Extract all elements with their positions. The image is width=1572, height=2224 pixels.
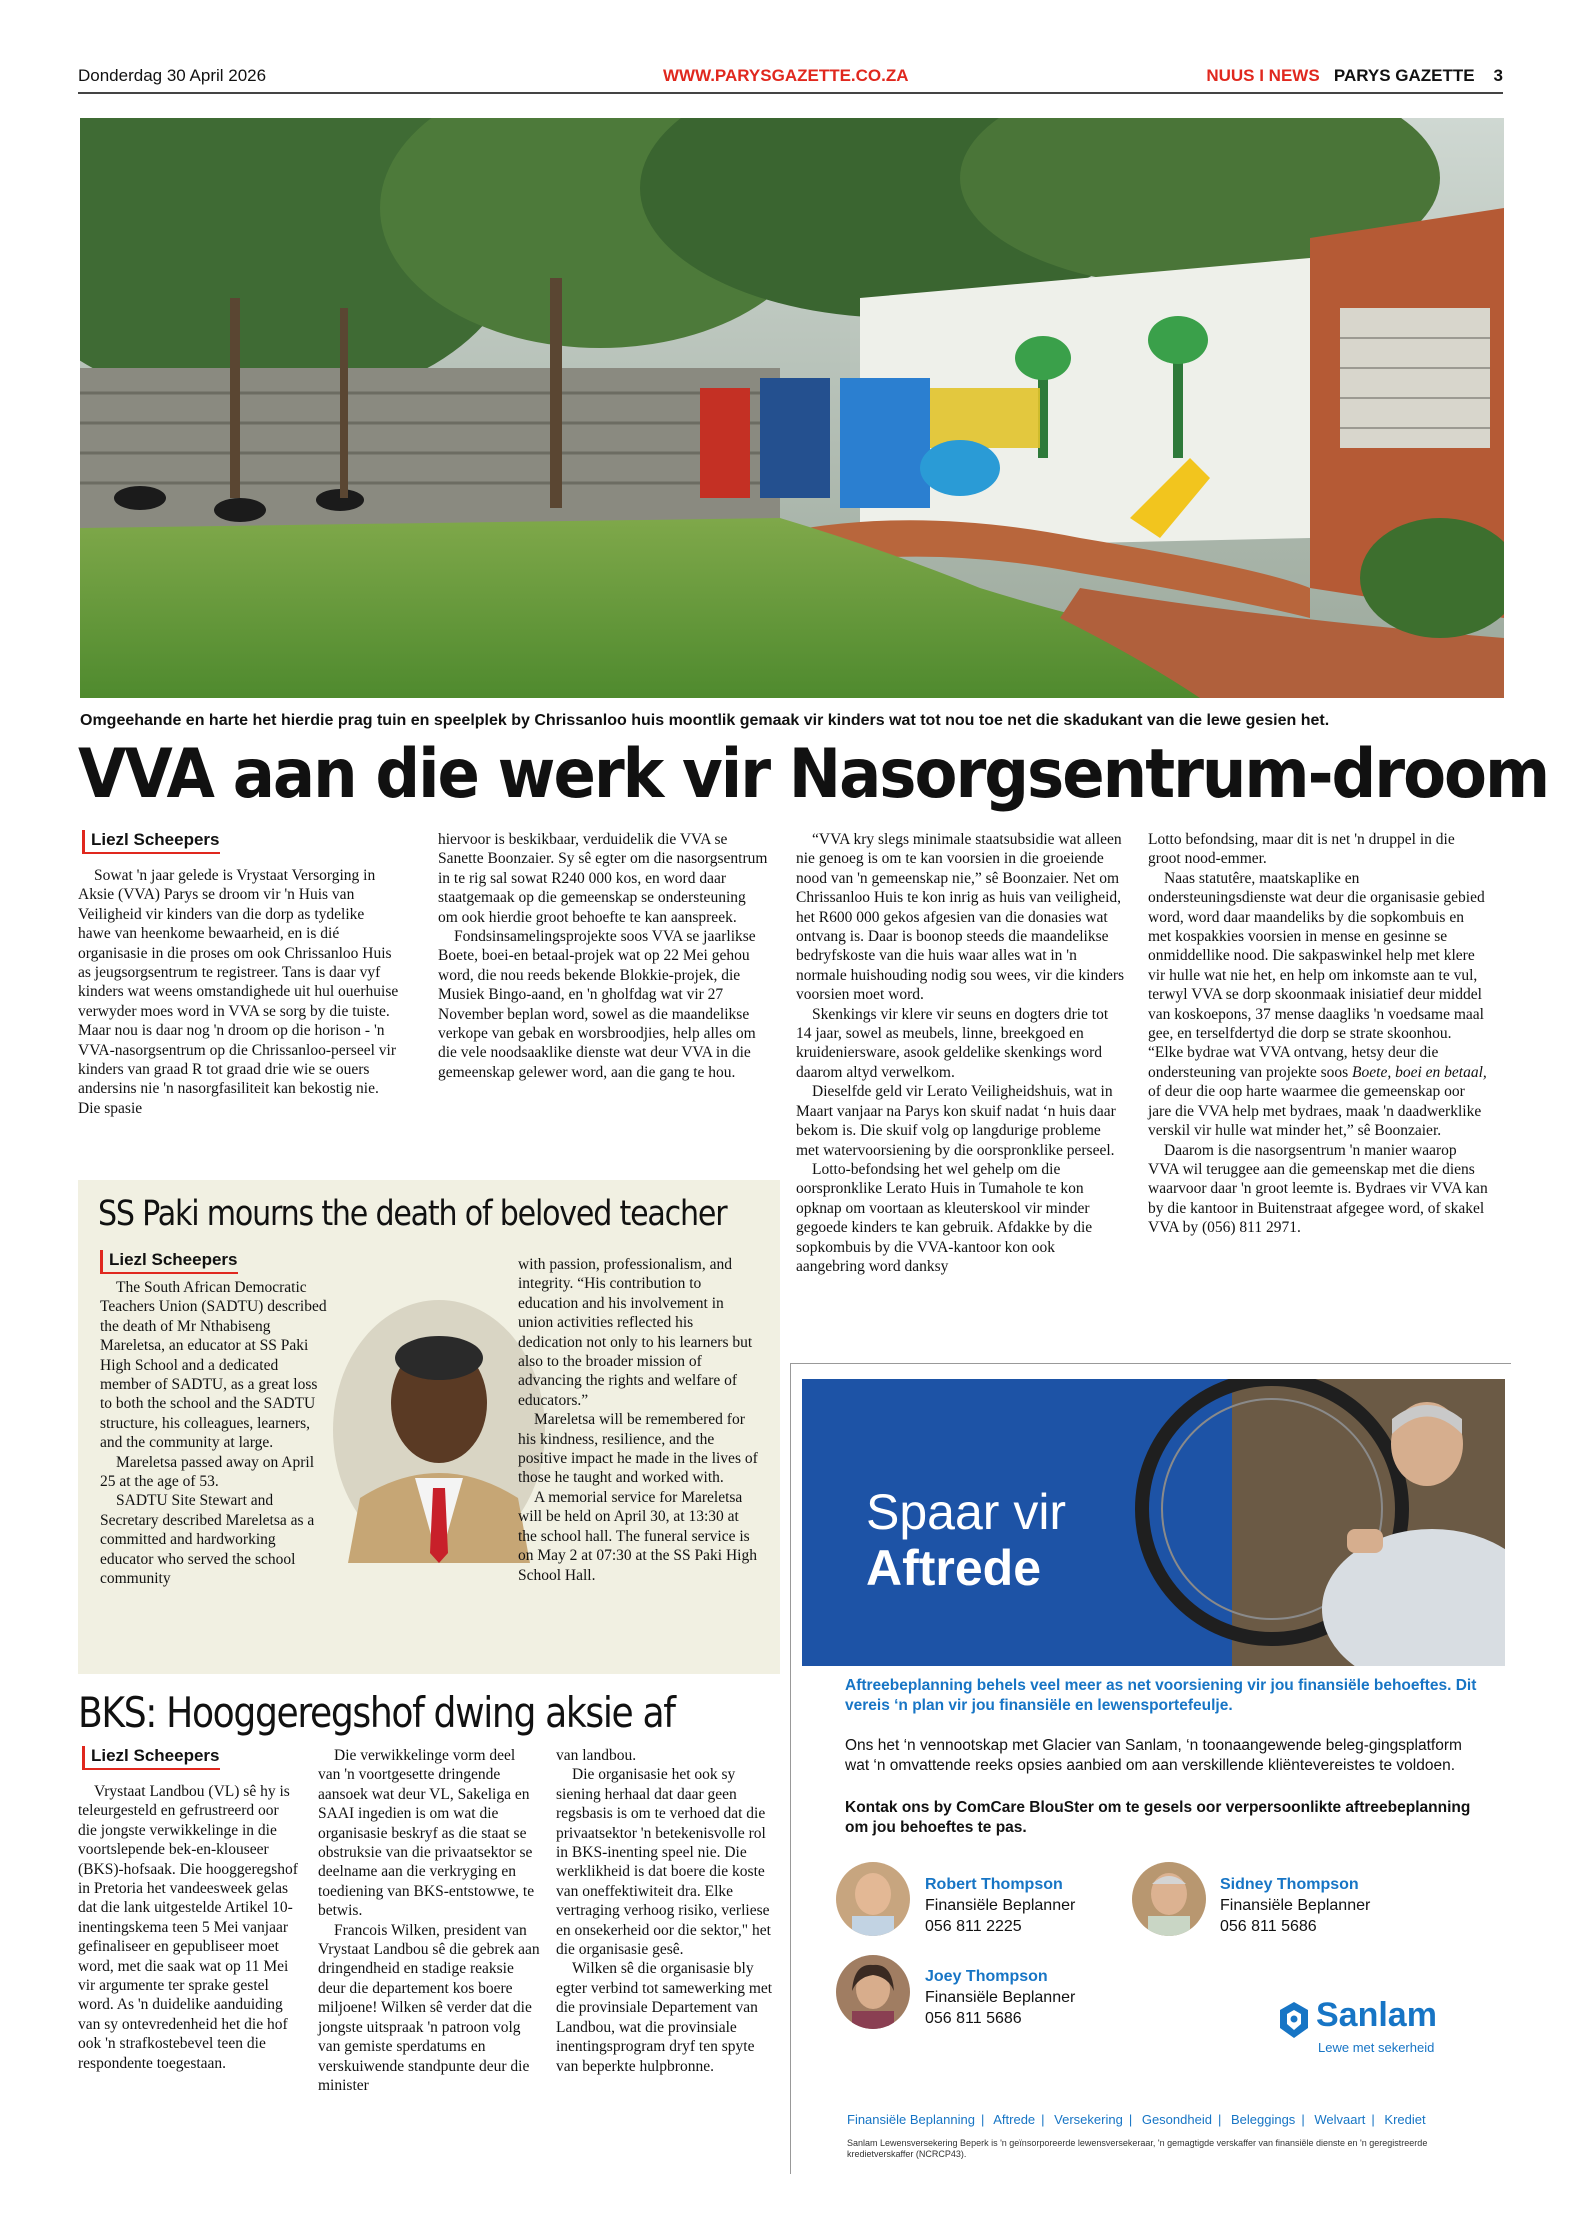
paragraph: Die verwikkelinge vorm deel van 'n voortgesette dringende aansoek wat deur VL, Sakeliga en SAAI ingedien is om wat die organisasie beskryf as die staat se obstruksie van die privaatsektor se deelname aan die verkryging en toediening van BKS-entstowwe, te betwis.: [318, 1747, 535, 1920]
teacher-portrait: [330, 1298, 548, 1563]
paki-col-left: [100, 1278, 332, 1589]
paragraph: hiervoor is beskikbaar, verduidelik die VVA se Sanette Boonzaier. Sy sê egter om die nasorgsentrum in te rig sal sowat R240 000 kos, en word daar staatgemaak op die gemeenskap se ondersteuning om ook hierdie groot behoefte te kan aanspreek.: [438, 831, 768, 926]
garden-playground-photo: [80, 118, 1504, 698]
person-role: Finansiële Beplanner: [1220, 1897, 1371, 1914]
paragraph: Sowat 'n jaar gelede is Vrystaat Versorging in Aksie (VVA) Parys se droom vir 'n Huis van Veiligheid vir kinders van die dorp as tydelike hawe van heenkome bewaarheid, en is dié organisasie in die proses om ook Chrissanloo Huis as jeugsorgsentrum te registreer. Tans is daar vyf kinders wat weens omstandighede uit hul ouerhuise verwyder moes word in VVA se sorg by die tuiste. Maar nou is daar nog 'n droom op die horison - 'n VVA-nasorgsentrum op die Chrissanloo-perseel vir kinders van graad R tot graad drie wie se ouers andersins nie 'n nasorgfasiliteit kan bekostig nie. Die spasie: [78, 867, 399, 1117]
bks-col-2: [318, 1746, 540, 2095]
paragraph: Vrystaat Landbou (VL) sê hy is teleurgesteld en gefrustreerd oor die jongste verwikkelinge in die voortslepende bek-en-klouseer (BKS)-hofsaak. Die hooggeregshof in Pretoria het vandeesweek gelas dat die lank uitgestelde Artikel 10-inentingskema teen 5 Mei vanjaar gefinaliseer en gepubliseer moet word, met die saak wat op 11 Mei vir argumente ter sprake gestel word. As 'n duidelike aanduiding van sy ontevredenheid het die hof ook 'n strafkostebevel teen die respondente toegestaan.: [78, 1783, 298, 2072]
paragraph: with passion, professionalism, and integrity. “His contribution to education and his involvement in union activities reflected his dedication not only to his learners but also to the broader mission of advancing the rights and welfare of educators.”: [518, 1256, 753, 1409]
section-label: NUUS I NEWS: [1206, 66, 1320, 85]
page-number: 3: [1493, 66, 1503, 85]
paragraph: “VVA kry slegs minimale staatsubsidie wat alleen nie genoeg is om te kan voorsien in die groeiende nood van 'n gemeenskap nie,” sê Boonzaier. Net om Chrissanloo Huis te kon inrig as huis van veiligheid, het R600 000 gekos afgesien van die donasies wat ontvang is. Daar is boonop steeds die maandelikse bedryfskoste van die huis waar alles wat in 'n normale huishouding nodig sou wees, vir die kinders voorsien moet word.: [796, 831, 1125, 1004]
advert-service-links: Finansiële Beplanning | Aftrede | Versekering | Gesondheid | Beleggings | Welvaart | Krediet: [847, 2112, 1426, 2127]
sanlam-tagline: Lewe met sekerheid: [1318, 2040, 1435, 2055]
person-name: Joey Thompson: [925, 1968, 1048, 1985]
main-col-3: [796, 830, 1126, 1276]
paper-name: PARYS GAZETTE: [1333, 66, 1475, 85]
paragraph: SADTU Site Stewart and Secretary described Mareletsa as a committed and hardworking educator who served the school community: [100, 1492, 315, 1588]
advert-title-line1: Spaar vir: [866, 1484, 1067, 1540]
paragraph: Naas statutêre, maatskaplike en ondersteuningsdienste wat deur die organisasie gebied word, word daar maandeliks by die sopkombuis en met kospakkies voorsien in mense en gesinne se onmiddellike nood. Die sakpaswinkel help met klere vir hulle wat nie het, en help om inkomste aan te vul, terwyl VVA se dorp skoonmaak inisiatief deur middel van koskoepons, 37 mense daagliks 'n voedsame maal gee, en terselfdertyd die dorp se strate skoonhou. “Elke bydrae wat VVA ontvang, hetsy deur die ondersteuning van projekte soos Boete, boei en betaal, of deur die oop harte waarmee die gemeenskap oor jare die VVA help met bydraes, maak 'n daadwerklike verskil vir hulle wat minder het,” sê Boonzaier.: [1148, 869, 1487, 1140]
paki-byline: Liezl Scheepers: [100, 1250, 238, 1274]
advert-title-line2: Aftrede: [866, 1540, 1042, 1596]
main-col-4: [1148, 830, 1488, 1238]
paki-headline: SS Paki mourns the death of beloved teacher: [98, 1194, 727, 1234]
bks-byline: Liezl Scheepers: [82, 1746, 220, 1770]
sanlam-wordmark: Sanlam: [1316, 1996, 1437, 2034]
sidney-contact: [1220, 1874, 1370, 1937]
paragraph: Daarom is die nasorgsentrum 'n manier waarop VVA wil teruggee aan die gemeenskap met die diens waarvoor daar 'n groot leemte is. Bydraes vir VVA kan by die kantoor in Buitenstraat afgegee word, of skakel VVA by (056) 811 2971.: [1148, 1141, 1488, 1237]
link-investments[interactable]: Beleggings: [1230, 2112, 1296, 2127]
main-col-2: [438, 830, 768, 1082]
person-name: Robert Thompson: [925, 1876, 1063, 1893]
paragraph: Mareletsa passed away on April 25 at the age of 53.: [100, 1453, 314, 1491]
paki-col-right: [518, 1255, 760, 1585]
paragraph: A memorial service for Mareletsa will be held on April 30, at 13:30 at the school hall. The funeral service is on May 2 at 07:30 at the SS Paki High School Hall.: [518, 1488, 757, 1584]
bks-col-3: [556, 1746, 780, 2076]
issue-date: Donderdag 30 April 2026: [78, 66, 267, 85]
masthead-rule: [78, 92, 1503, 94]
person-phone[interactable]: 056 811 5686: [925, 2010, 1022, 2027]
paki-story-box: [78, 1180, 780, 1674]
joey-avatar: [836, 1955, 910, 2029]
person-phone[interactable]: 056 811 5686: [1220, 1918, 1317, 1935]
main-byline: Liezl Scheepers: [82, 830, 220, 854]
robert-avatar: [836, 1862, 910, 1936]
paragraph: Fondsinsamelingsprojekte soos VVA se jaarlikse Boete, boei-en betaal-projek wat op 22 Mei gehou word, die nou reeds bekende Blokkie-projek, die Musiek Bingo-aand, en 'n gholfdag wat vir 27 November beplan word, sowel as die maandelikse verkope van gebak en worsbroodjies, help alles om die vele noodsaaklike dienste wat deur VVA in die gemeenskap gelewer word, aan die gang te hou.: [438, 928, 756, 1081]
main-headline: VVA aan die werk vir Nasorgsentrum-droom: [78, 735, 1549, 814]
advert-lead: Aftreebeplanning behels veel meer as net voorsiening vir jou finansiële behoeftes. Dit vereis ‘n plan vir jou finansiële en lewensportefeulje.: [845, 1677, 1477, 1714]
link-retirement[interactable]: Aftrede: [993, 2112, 1036, 2127]
person-role: Finansiële Beplanner: [925, 1989, 1076, 2006]
link-health[interactable]: Gesondheid: [1141, 2112, 1212, 2127]
website-link[interactable]: WWW.PARYSGAZETTE.CO.ZA: [663, 66, 909, 85]
advert-contact: Kontak ons by ComCare BlouSter om te gesels oor verpersoonlikte aftreebeplanning om jou behoeftes te pas.: [845, 1799, 1471, 1836]
paragraph: The South African Democratic Teachers Union (SADTU) described the death of Mr Nthabiseng Mareletsa, an educator at SS Paki High School and a dedicated member of SADTU, as a great loss to both the school and the SADTU structure, his colleagues, learners, and the community at large.: [100, 1279, 327, 1452]
bks-headline: BKS: Hooggeregshof dwing aksie af: [78, 1688, 675, 1737]
advert-legal-disclaimer: Sanlam Lewensversekering Beperk is 'n geïnsorporeerde lewensversekeraar, 'n gemagtigde verskaffer van finansiële dienste en 'n geregistreerde kredietverskaffer (NCRCP43).: [847, 2138, 1428, 2159]
advert-hero-image: [802, 1379, 1505, 1666]
paragraph: Skenkings vir klere vir seuns en dogters drie tot 14 jaar, sowel as meubels, linne, breekgoed en kruideniersware, asook geldelike skenkings word daarom altyd verwelkom.: [796, 1005, 1109, 1081]
main-col-1: [78, 866, 400, 1118]
link-insurance[interactable]: Versekering: [1054, 2112, 1123, 2127]
link-credit[interactable]: Krediet: [1384, 2112, 1426, 2127]
paragraph: Mareletsa will be remembered for his kindness, resilience, and the positive impact he made in the lives of those he taught and worked with.: [518, 1411, 758, 1487]
person-phone[interactable]: 056 811 2225: [925, 1918, 1022, 1935]
link-financial-planning[interactable]: Finansiële Beplanning: [847, 2112, 975, 2127]
person-name: Sidney Thompson: [1220, 1876, 1359, 1893]
robert-contact: [925, 1874, 1075, 1937]
link-wealth[interactable]: Welvaart: [1314, 2112, 1366, 2127]
paragraph: Lotto-befondsing het wel gehelp om die oorspronklike Lerato Huis in Tumahole te kon opknap om voortaan as kleuterskool vir minder gegoede kinders te kan gebruik. Afdakke by die sopkombuis by die VVA-kantoor kon ook aangebring word danksy: [796, 1160, 1093, 1275]
sidney-avatar: [1132, 1862, 1206, 1936]
paragraph: Die organisasie het ook sy siening herhaal dat daar geen regsbasis is om te verhoed dat die privaatsektor 'n betekenisvolle rol in BKS-inenting speel nie. Die werklikheid is dat boere die koste van oneffektiwiteit dra. Elke vertraging verhoog risiko, verliese en onsekerheid oor die sektor," het die organisasie gesê.: [556, 1766, 771, 1959]
paragraph: Wilken sê die organisasie bly egter verbind tot samewerking met die provinsiale Departement van Landbou, wat die provinsiale inentingsprogram dryf ten spyte van beperkte hulpbronne.: [556, 1960, 773, 2075]
paragraph: van landbou.: [556, 1747, 637, 1764]
advert-body: Ons het ‘n vennootskap met Glacier van Sanlam, ‘n toonaangewende beleg-gingsplatform wat ‘n omvattende reeks opsies aanbied om aan verskillende kliëntevereistes te voldoen.: [845, 1737, 1462, 1774]
joey-contact: [925, 1966, 1075, 2029]
paragraph: Dieselfde geld vir Lerato Veiligheidshuis, wat in Maart vanjaar na Parys kon skuif nadat ‘n huis daar bekom is. Die skuif volg op langdurige probleme met watervoorsiening by die oorspronklike perseel.: [796, 1083, 1116, 1159]
masthead-right: [1206, 66, 1503, 86]
masthead: [78, 66, 1503, 92]
paragraph: Francois Wilken, president van Vrystaat Landbou sê die gebrek aan dringendheid en stadige reaksie deur die departement kos boere miljoene! Wilken sê verder dat die jongste uitspraak 'n patroon volg van gemiste sperdatums en verskuiwende standpunte deur die minister: [318, 1921, 540, 2094]
bks-col-1: [78, 1782, 300, 2073]
person-role: Finansiële Beplanner: [925, 1897, 1076, 1914]
paragraph: Lotto befondsing, maar dit is net 'n druppel in die groot nood-emmer.: [1148, 831, 1455, 868]
photo-caption: Omgeehande en harte het hierdie prag tuin en speelplek by Chrissanloo huis moontlik gemaak vir kinders wat tot nou toe net die skadukant van die lewe gesien het.: [80, 712, 1330, 729]
